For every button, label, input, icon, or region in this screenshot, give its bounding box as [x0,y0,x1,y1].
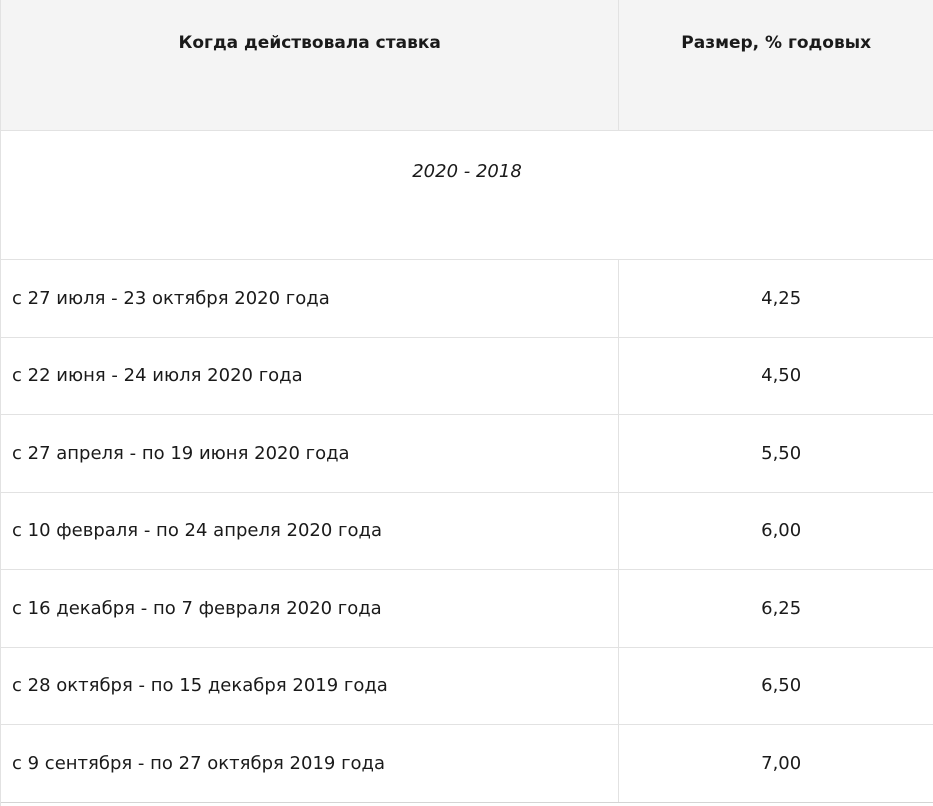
table-header-row [1,0,933,131]
period-cell: с 16 декабря - по 7 февраля 2020 года [12,597,382,619]
rate-cell: 6,25 [618,570,933,647]
period-cell: с 27 июля - 23 октября 2020 года [12,287,330,309]
period-cell: с 9 сентября - по 27 октября 2019 года [12,752,386,774]
period-cell: с 10 февраля - по 24 апреля 2020 года [12,520,383,542]
section-row [1,131,933,260]
table-row [1,493,933,571]
rate-cell: 7,00 [618,725,933,802]
table-row [1,260,933,338]
period-cell: с 22 июня - 24 июля 2020 года [12,365,303,387]
table-row [1,570,933,648]
period-cell: с 27 апреля - по 19 июня 2020 года [12,442,350,464]
table-row [1,338,933,416]
rate-cell: 6,50 [618,648,933,725]
header-period: Когда действовала ставка [178,33,441,53]
section-label: 2020 - 2018 [412,161,522,182]
rate-cell: 5,50 [618,415,933,492]
table-row [1,648,933,726]
rate-cell: 4,25 [618,260,933,337]
table-row [1,725,933,803]
period-cell: с 28 октября - по 15 декабря 2019 года [12,675,388,697]
header-rate: Размер, % годовых [618,0,933,130]
rate-cell: 6,00 [618,493,933,570]
rate-cell: 4,50 [618,338,933,415]
table-row [1,415,933,493]
